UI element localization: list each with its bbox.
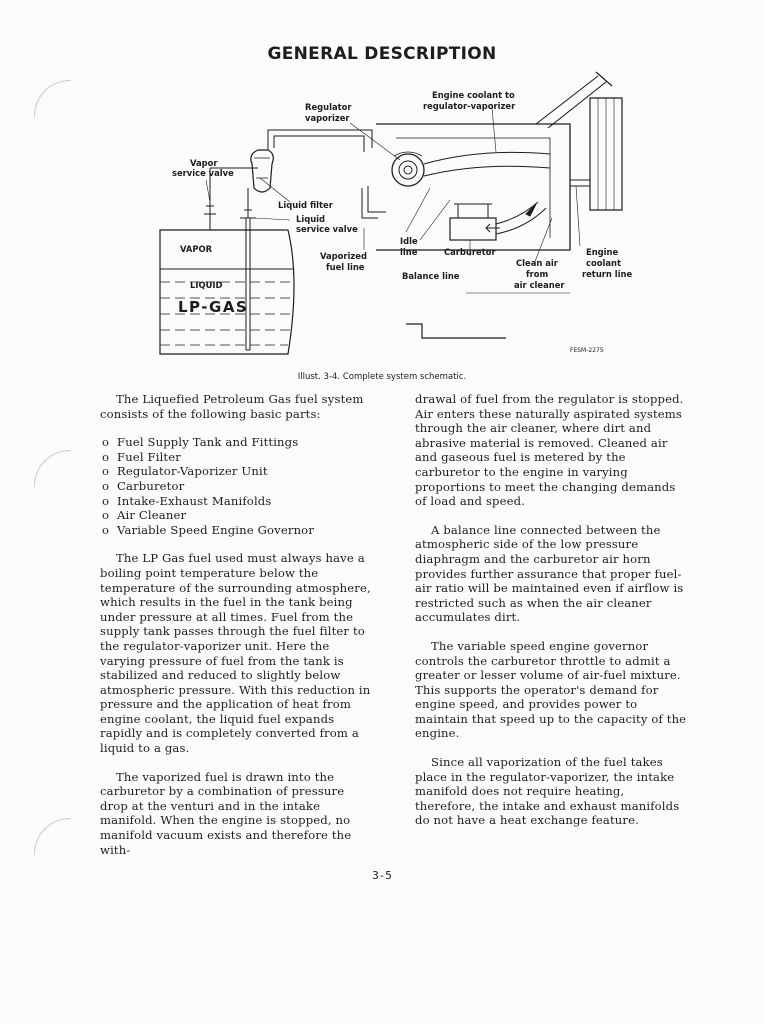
label-vaporized-fuel-line: fuel line	[326, 262, 365, 272]
label-clean-air: Clean air	[516, 258, 558, 268]
list-item: o Fuel Supply Tank and Fittings	[102, 435, 299, 450]
liquid-service-valve	[240, 210, 256, 218]
coolant-return-line	[570, 180, 590, 186]
label-idle-line: line	[400, 247, 418, 257]
label-engine-coolant-return: return line	[582, 269, 633, 279]
label-vapor-service-valve: Vapor	[190, 158, 218, 168]
label-engine-coolant-to-regulator: regulator-vaporizer	[423, 101, 516, 111]
list-item: o Variable Speed Engine Governor	[102, 522, 315, 537]
label-vaporized-fuel-line: Vaporized	[320, 251, 367, 261]
right-column	[415, 392, 687, 842]
punch-hole-mark	[34, 80, 71, 117]
label-idle-line: Idle	[400, 236, 418, 246]
label-liquid-filter: Liquid filter	[278, 200, 333, 210]
list-item: o Regulator-Vaporizer Unit	[102, 464, 268, 479]
paragraph: The Liquefied Petroleum Gas fuel system consists of the following basic parts:	[100, 392, 364, 421]
label-engine-coolant-return: Engine	[586, 247, 619, 257]
parts-list	[100, 435, 372, 537]
label-balance-line: Balance line	[402, 271, 460, 281]
paragraph: The variable speed engine governor controls the carburetor throttle to admit a greater or lesser volume of air-fuel mixture. This supports the operator's demand for engine speed, and provides power to maintain that speed up to the capacity of the engine.	[415, 638, 687, 741]
paragraph: Since all vaporization of the fuel takes place in the regulator-vaporizer, the intake manifold does not require heating, therefore, the intake and exhaust manifolds do not have a heat exchange feature.	[415, 755, 680, 828]
air-intake-hose	[496, 202, 546, 234]
engine-block	[376, 124, 570, 250]
label-regulator-vaporizer: vaporizer	[305, 113, 350, 123]
figure-caption: Illust. 3-4. Complete system schematic.	[297, 372, 467, 382]
coolant-to-regulator-hose	[424, 152, 550, 164]
label-carburetor: Carburetor	[444, 247, 496, 257]
label-lp-gas: LP-GAS	[178, 298, 249, 316]
system-schematic-diagram	[150, 68, 640, 368]
list-item: o Fuel Filter	[102, 449, 181, 464]
list-item: o Intake-Exhaust Manifolds	[102, 493, 272, 508]
label-engine-coolant-return: coolant	[586, 258, 621, 268]
paragraph: drawal of fuel from the regulator is stopped. Air enters these naturally aspirated systems through the air cleaner, where dirt and abrasive material is removed. Cleaned air and gaseous fuel is metered by the carburetor to the engine in varying proportions to meet the changing demands of load and speed.	[415, 392, 684, 509]
label-clean-air: air cleaner	[514, 280, 565, 290]
label-liquid-service-valve: Liquid	[296, 214, 326, 224]
punch-hole-mark	[34, 450, 71, 487]
label-engine-coolant-to-regulator: Engine coolant to	[432, 90, 515, 100]
label-regulator-vaporizer: Regulator	[305, 102, 352, 112]
paragraph: The LP Gas fuel used must always have a boiling point temperature below the temperature of the surrounding atmosphere, which results in the fuel in the tank being under pressure at all times. Fuel from the supply tank passes through the fuel filter to the regulator-vaporizer unit. Here the varying pressure of fuel from the tank is stabilized and reduced to slightly below atmospheric pressure. With this reduction in pressure and the application of heat from engine coolant, the liquid fuel expands rapidly and is completely converted from a liquid to a gas.	[100, 551, 371, 756]
carburetor	[450, 218, 496, 240]
exhaust-stack	[536, 76, 606, 128]
label-liquid-service-valve: service valve	[296, 224, 358, 234]
left-column	[100, 392, 372, 871]
label-vapor-service-valve: service valve	[172, 168, 234, 178]
page-number: 3-5	[372, 869, 392, 882]
list-item: o Air Cleaner	[102, 508, 187, 523]
paragraph: The vaporized fuel is drawn into the carburetor by a combination of pressure drop at the venturi and in the intake manifold. When the engine is stopped, no manifold vacuum exists and therefore the with-	[100, 769, 352, 857]
label-clean-air: from	[526, 269, 549, 279]
list-item: o Carburetor	[102, 478, 185, 493]
label-liquid: LIQUID	[190, 280, 223, 290]
regulator-vaporizer	[392, 154, 424, 186]
page-title: GENERAL DESCRIPTION	[267, 44, 497, 64]
paragraph: A balance line connected between the atmospheric side of the low pressure diaphragm and the carburetor air horn provides further assurance that proper fuel-air ratio will be maintained even if airflow is restricted such as when the air cleaner accumulates dirt.	[415, 522, 684, 625]
label-vapor: VAPOR	[180, 244, 213, 254]
figure-code: FESM-2275	[570, 347, 604, 354]
punch-hole-mark	[34, 818, 71, 855]
